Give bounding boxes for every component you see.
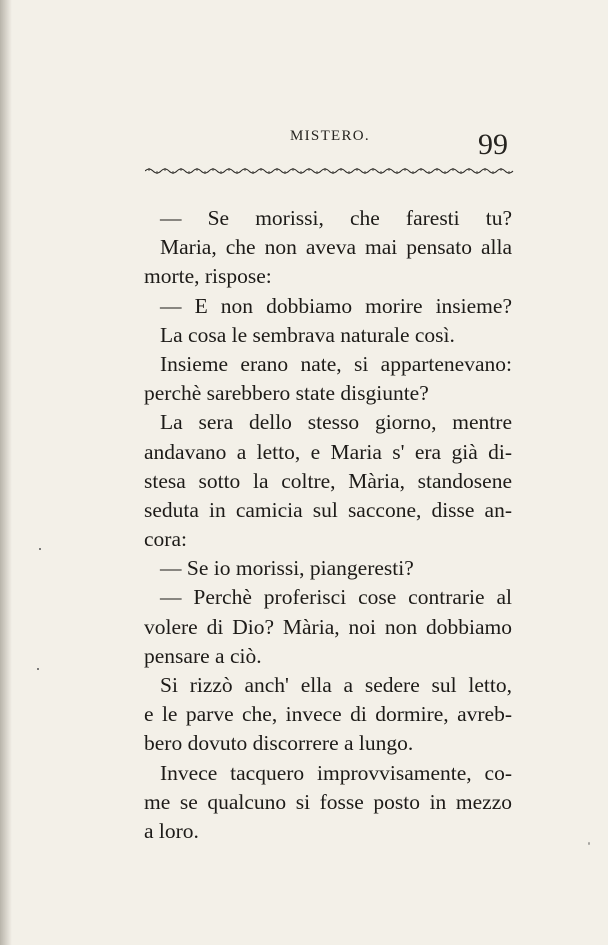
text-line: perchè sarebbero state disgiunte? (144, 381, 429, 406)
text-line: andavano a letto, e Maria s' era già di- (144, 439, 512, 464)
text-line: cora: (144, 527, 187, 552)
text-line: — Se io morissi, piangeresti? (160, 556, 414, 581)
text-line: seduta in camicia sul saccone, disse an- (144, 497, 512, 522)
text-line: — Perchè proferisci cose contrarie al (160, 585, 512, 610)
text-line: Maria, che non aveva mai pensato alla (160, 235, 512, 260)
text-line: me se qualcuno si fosse posto in mezzo (144, 789, 512, 814)
text-line: La cosa le sembrava naturale così. (160, 322, 455, 347)
text-line: a loro. (144, 818, 199, 843)
text-line: stesa sotto la coltre, Mària, standosene (144, 468, 512, 493)
text-line: Si rizzò anch' ella a sedere sul letto, (160, 673, 512, 697)
text-line: pensare a ciò. (144, 643, 262, 668)
running-head: MISTERO. (290, 128, 370, 144)
ornamental-rule (145, 166, 515, 176)
paper-speck (37, 668, 39, 670)
text-line: — Se morissi, che faresti tu? (160, 206, 512, 230)
paper-speck (588, 842, 590, 845)
paper-speck (39, 548, 41, 550)
text-line: morte, rispose: (144, 264, 272, 289)
page-number: 99 (478, 128, 508, 161)
text-line: volere di Dio? Mària, noi non dobbiamo (144, 614, 512, 639)
text-line: — E non dobbiamo morire insieme? (160, 293, 512, 318)
text-line: e le parve che, invece di dormire, avreb- (144, 702, 512, 727)
text-line: Invece tacquero improvvisamente, co- (160, 760, 512, 785)
page-gutter-shadow (0, 0, 12, 945)
text-line: La sera dello stesso giorno, mentre (160, 410, 512, 435)
text-line: Insieme erano nate, si appartenevano: (160, 351, 512, 376)
text-line: bero dovuto discorrere a lungo. (144, 731, 414, 756)
body-text (144, 204, 512, 846)
